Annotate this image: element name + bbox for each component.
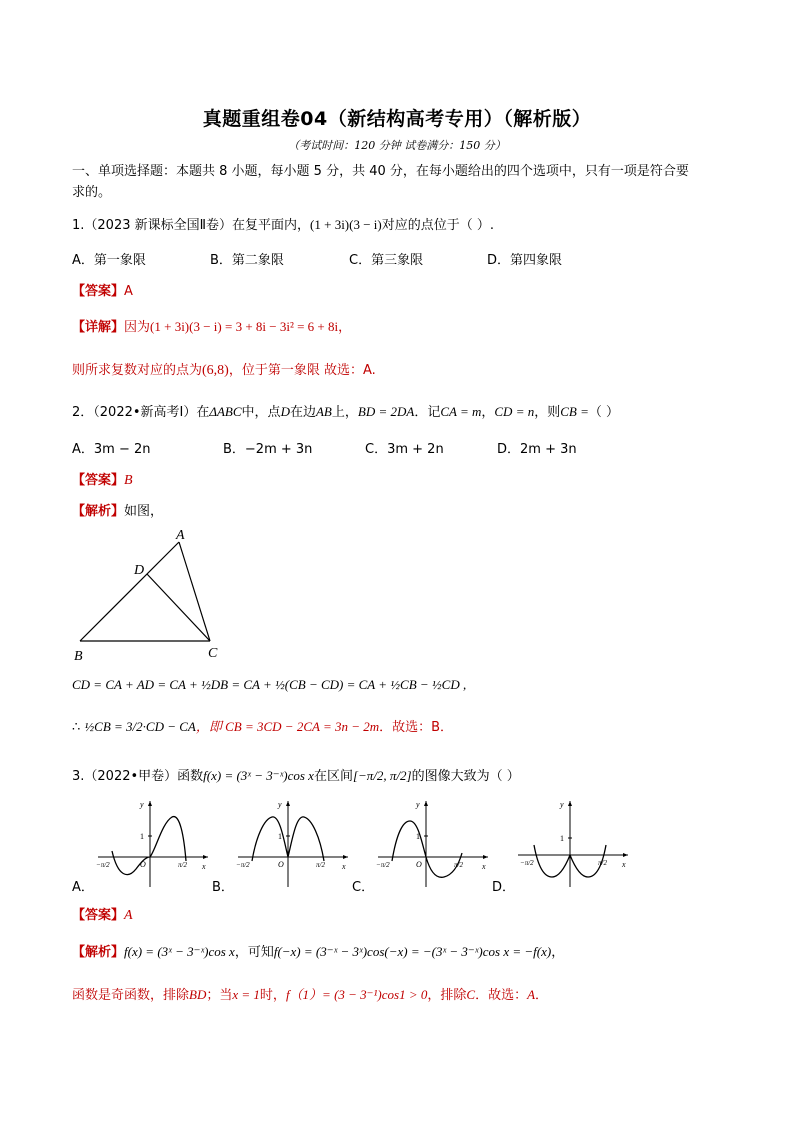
q1-stem <box>72 214 494 233</box>
tick-one: 1 <box>560 834 564 843</box>
label-c: C <box>208 646 218 661</box>
q3-suffix: 的图像大致为（ ） <box>411 769 520 784</box>
graph-a <box>94 797 212 889</box>
q3-mid: 在区间 <box>313 769 353 784</box>
q2-step2-result: ，即 CB = 3CD − 2CA = 3n − 2m <box>195 719 380 734</box>
q3-analysis <box>72 941 564 960</box>
q3-c: C <box>466 987 476 1002</box>
graph-c <box>374 797 492 889</box>
answer-label: 【答案】 <box>72 284 125 299</box>
q3-conclusion-pre: 函数是奇函数，排除 <box>72 988 190 1003</box>
q3-option-b: B． <box>212 880 234 895</box>
q2-point-d: D <box>280 404 290 419</box>
q2-step1: CD = CA + AD = CA + ½DB = CA + ½(CB − CD) = CA + ½CB − ½CD , <box>72 677 467 692</box>
detail-label: 【详解】 <box>72 320 125 335</box>
tick-one: 1 <box>416 832 420 841</box>
analysis-label: 【解析】 <box>72 945 125 960</box>
section-heading-line2: 求的。 <box>72 185 112 200</box>
axis-x: x <box>342 862 346 871</box>
q3-analysis-mid: ，可知 <box>234 945 274 960</box>
q2-condition: BD = 2DA <box>357 404 415 419</box>
tick-half-pi: π/2 <box>178 861 187 869</box>
q3-conclusion-mid: ；当 <box>206 988 233 1003</box>
q1-conclusion-post: ，位于第一象限 故选：A. <box>228 363 376 378</box>
axis-y: y <box>416 800 420 809</box>
q3-answer-value: A <box>124 908 133 923</box>
q2-stem: 2．（2022•新高考Ⅰ）在ΔABC中，点D在边AB上，BD = 2DA．记CA = m，CD = n，则CB =（ ） <box>72 404 620 420</box>
axis-y: y <box>140 800 144 809</box>
q3-function: f(x) = (3ˣ − 3⁻ˣ)cos x <box>203 768 314 783</box>
q1-conclusion-point: (6,8) <box>202 363 229 378</box>
q2-step2 <box>72 716 453 735</box>
q2-step2-expr: ½CB = 3/2·CD − CA <box>84 719 196 734</box>
q1-option-d: D．第四象限 <box>487 253 563 268</box>
q2-option-d: D．2m + 3n <box>497 442 577 457</box>
exam-info: （考试时间：120 分钟 试卷满分：150 分） <box>288 139 506 152</box>
q1-prefix: 1.（2023 新课标全国Ⅱ卷）在复平面内， <box>72 218 311 233</box>
axis-x: x <box>622 860 626 869</box>
q3-conclusion-end: ．故选： <box>475 988 528 1003</box>
q2-tail: （ ） <box>588 405 620 420</box>
label-b: B <box>74 649 83 664</box>
q2-analysis <box>72 500 163 519</box>
q3-answer <box>72 904 133 924</box>
q3-analysis-end: ， <box>551 945 565 960</box>
q2-option-a: A．3m − 2n <box>72 442 151 457</box>
q1-detail-tail: ， <box>338 320 352 335</box>
tick-neg-half-pi: −π/2 <box>96 861 110 869</box>
answer-label: 【答案】 <box>72 908 125 923</box>
tick-one: 1 <box>278 832 282 841</box>
q1-option-a: A．第一象限 <box>72 253 146 268</box>
q3-prefix: 3.（2022•甲卷）函数 <box>72 769 204 784</box>
q2-text-2: 在边 <box>289 405 316 420</box>
section-heading-line1: 一、单项选择题：本题共 8 小题，每小题 5 分，共 40 分，在每小题给出的四个选项中，只有一项是符合要 <box>72 164 689 179</box>
q1-answer <box>72 280 133 299</box>
q1-detail-text: 因为 <box>124 320 151 335</box>
q2-answer <box>72 469 133 489</box>
q2-vector-1: CA = m <box>440 404 482 419</box>
q3-conclusion <box>72 984 548 1003</box>
q2-text-4: ．记 <box>414 405 441 420</box>
q3-option-d: D． <box>492 880 516 895</box>
q2-analysis-text: 如图， <box>124 504 164 519</box>
q3-f1: f（1）= (3 − 3⁻¹)cos1 > 0 <box>285 987 428 1002</box>
q1-option-b: B．第二象限 <box>210 253 284 268</box>
tick-one: 1 <box>140 832 144 841</box>
q2-vector-2: CD = n <box>494 404 535 419</box>
origin: O <box>140 860 146 869</box>
therefore-symbol: ∴ <box>72 720 85 735</box>
label-d: D <box>134 563 145 578</box>
tick-neg-half-pi: −π/2 <box>376 861 390 869</box>
origin: O <box>416 860 422 869</box>
q2-ask: CB = <box>560 404 589 419</box>
q3-option-a: A． <box>72 880 94 895</box>
origin: O <box>278 860 284 869</box>
answer-label: 【答案】 <box>72 473 125 488</box>
q1-conclusion-pre: 则所求复数对应的点为 <box>72 363 203 378</box>
q2-text-1: 中，点 <box>241 405 281 420</box>
q3-option-c: C． <box>352 880 375 895</box>
q3-conclusion-mid2: 时， <box>259 988 286 1003</box>
q3-period: ． <box>535 988 549 1003</box>
q2-step2-end: ．故选：B． <box>379 720 454 735</box>
q3-stem <box>72 765 520 784</box>
graph-d <box>514 797 632 889</box>
triangle-figure <box>70 525 230 665</box>
q2-option-b: B．−2m + 3n <box>223 442 313 457</box>
q1-detail-expression: (1 + 3i)(3 − i) = 3 + 8i − 3i² = 6 + 8i <box>150 319 339 334</box>
q3-final-answer: A <box>527 987 536 1002</box>
q3-conclusion-mid3: ，排除 <box>427 988 467 1003</box>
page-title: 真题重组卷04（新结构高考专用）（解析版） <box>202 108 592 130</box>
q1-conclusion <box>72 359 376 379</box>
q3-analysis-expr: f(x) = (3ˣ − 3⁻ˣ)cos x <box>124 944 235 959</box>
tick-half-pi: π/2 <box>316 861 325 869</box>
side-ac <box>179 542 210 641</box>
q3-interval: [−π/2, π/2] <box>352 768 412 783</box>
q2-text-5: ，则 <box>534 405 561 420</box>
q2-triangle: ΔABC <box>209 404 242 419</box>
tick-half-pi: π/2 <box>454 861 463 869</box>
q2-side-ab: AB <box>315 404 332 419</box>
graph-b <box>234 797 352 889</box>
q3-analysis-expr2: f(−x) = (3⁻ˣ − 3ˣ)cos(−x) = −(3ˣ − 3⁻ˣ)cos x = −f(x) <box>273 944 552 959</box>
axis-x: x <box>482 862 486 871</box>
tick-neg-half-pi: −π/2 <box>520 859 534 867</box>
q1-option-c: C．第三象限 <box>349 253 424 268</box>
q1-suffix: 对应的点位于（ ）. <box>381 218 494 233</box>
axis-x: x <box>202 862 206 871</box>
q1-answer-value: A <box>124 284 133 299</box>
q2-answer-value: B <box>124 473 133 488</box>
q2-text-3: 上， <box>331 405 358 420</box>
tick-half-pi: π/2 <box>598 859 607 867</box>
axis-y: y <box>560 800 564 809</box>
segment-dc <box>147 574 210 641</box>
label-a: A <box>176 528 185 543</box>
analysis-label: 【解析】 <box>72 504 125 519</box>
q2-prefix: 2．（2022•新高考Ⅰ）在 <box>72 405 210 420</box>
q2-option-c: C．3m + 2n <box>365 442 444 457</box>
q1-detail <box>72 316 351 335</box>
axis-y: y <box>278 800 282 809</box>
q1-expression: (1 + 3i)(3 − i) <box>310 217 382 232</box>
q3-x1: x = 1 <box>232 987 260 1002</box>
q3-bd: BD <box>189 987 207 1002</box>
tick-neg-half-pi: −π/2 <box>236 861 250 869</box>
